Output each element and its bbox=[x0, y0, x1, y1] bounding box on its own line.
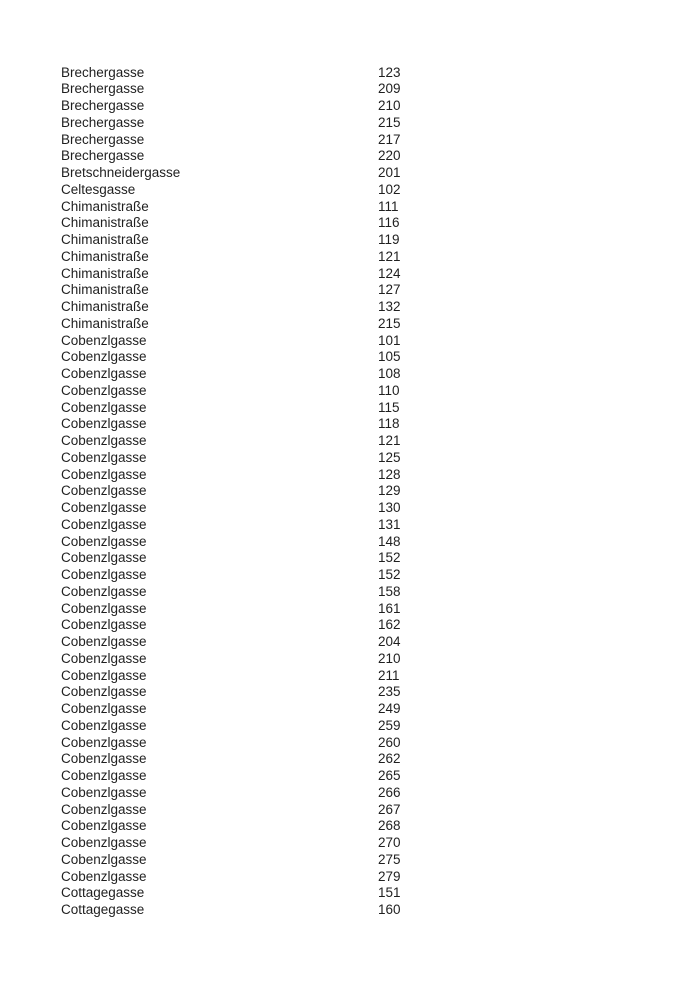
street-name: Cobenzlgasse bbox=[61, 701, 147, 716]
list-item bbox=[61, 98, 700, 115]
street-name: Cobenzlgasse bbox=[61, 332, 147, 348]
house-number: 249 bbox=[378, 701, 401, 716]
house-number: 129 bbox=[378, 483, 401, 499]
street-name: Cottagegasse bbox=[61, 885, 145, 901]
street-name: Chimanistraße bbox=[61, 315, 149, 331]
street-name: Brechergasse bbox=[61, 148, 145, 164]
house-number: 220 bbox=[378, 148, 401, 164]
list-item bbox=[61, 751, 700, 768]
list-item bbox=[61, 366, 700, 383]
house-number: 215 bbox=[378, 315, 401, 331]
street-name: Cobenzlgasse bbox=[61, 768, 147, 783]
house-number: 201 bbox=[378, 165, 401, 180]
street-name: Cobenzlgasse bbox=[61, 600, 147, 616]
house-number: 266 bbox=[378, 784, 401, 800]
list-item bbox=[61, 768, 700, 785]
street-name: Chimanistraße bbox=[61, 215, 149, 231]
list-item bbox=[61, 232, 700, 249]
house-number: 279 bbox=[378, 868, 401, 884]
list-item bbox=[61, 400, 700, 417]
list-item bbox=[61, 333, 700, 350]
street-name: Brechergasse bbox=[61, 81, 145, 97]
street-name: Cobenzlgasse bbox=[61, 550, 147, 566]
house-number: 235 bbox=[378, 684, 401, 700]
list-item bbox=[61, 433, 700, 450]
list-item bbox=[61, 684, 700, 701]
list-item bbox=[61, 266, 700, 283]
list-item bbox=[61, 718, 700, 735]
house-number: 151 bbox=[378, 885, 401, 901]
house-number: 128 bbox=[378, 466, 401, 482]
house-number: 108 bbox=[378, 366, 401, 381]
street-name: Cobenzlgasse bbox=[61, 483, 147, 499]
street-name: Bretschneidergasse bbox=[61, 165, 181, 180]
list-item bbox=[61, 601, 700, 618]
list-item bbox=[61, 299, 700, 316]
street-name: Cobenzlgasse bbox=[61, 684, 147, 700]
street-name: Cobenzlgasse bbox=[61, 382, 147, 398]
house-number: 162 bbox=[378, 617, 401, 633]
street-name: Cobenzlgasse bbox=[61, 634, 147, 649]
house-number: 119 bbox=[378, 232, 400, 247]
list-item bbox=[61, 215, 700, 232]
house-number: 215 bbox=[378, 114, 401, 130]
house-number: 204 bbox=[378, 634, 401, 649]
list-item bbox=[61, 282, 700, 299]
street-name: Cobenzlgasse bbox=[61, 399, 147, 415]
house-number: 209 bbox=[378, 81, 401, 97]
list-item bbox=[61, 115, 700, 132]
list-item bbox=[61, 617, 700, 634]
list-item bbox=[61, 651, 700, 668]
street-number-list bbox=[61, 65, 700, 919]
list-item bbox=[61, 567, 700, 584]
house-number: 210 bbox=[378, 650, 401, 666]
list-item bbox=[61, 249, 700, 266]
street-name: Cobenzlgasse bbox=[61, 583, 147, 599]
list-item bbox=[61, 132, 700, 149]
list-item bbox=[61, 81, 700, 98]
street-name: Cottagegasse bbox=[61, 902, 145, 917]
list-item bbox=[61, 852, 700, 869]
house-number: 270 bbox=[378, 835, 401, 850]
street-name: Cobenzlgasse bbox=[61, 667, 147, 683]
house-number: 124 bbox=[378, 265, 401, 281]
street-name: Cobenzlgasse bbox=[61, 717, 147, 733]
list-item bbox=[61, 500, 700, 517]
street-name: Cobenzlgasse bbox=[61, 466, 147, 482]
list-item bbox=[61, 199, 700, 216]
house-number: 211 bbox=[378, 667, 400, 683]
house-number: 262 bbox=[378, 751, 401, 767]
list-item bbox=[61, 165, 700, 182]
house-number: 148 bbox=[378, 533, 401, 549]
house-number: 152 bbox=[378, 550, 401, 566]
list-item bbox=[61, 182, 700, 199]
street-name: Cobenzlgasse bbox=[61, 516, 147, 532]
list-item bbox=[61, 735, 700, 752]
street-name: Cobenzlgasse bbox=[61, 835, 147, 850]
list-item bbox=[61, 701, 700, 718]
house-number: 275 bbox=[378, 851, 401, 867]
list-item bbox=[61, 885, 700, 902]
house-number: 265 bbox=[378, 768, 401, 783]
street-name: Cobenzlgasse bbox=[61, 801, 147, 817]
list-item bbox=[61, 802, 700, 819]
list-item bbox=[61, 869, 700, 886]
street-name: Brechergasse bbox=[61, 98, 145, 113]
street-name: Brechergasse bbox=[61, 114, 145, 130]
list-item bbox=[61, 349, 700, 366]
street-name: Cobenzlgasse bbox=[61, 818, 147, 834]
list-item bbox=[61, 818, 700, 835]
house-number: 116 bbox=[378, 215, 400, 231]
street-name: Celtesgasse bbox=[61, 181, 136, 197]
list-item bbox=[61, 902, 700, 919]
list-item bbox=[61, 65, 700, 82]
house-number: 161 bbox=[378, 600, 401, 616]
house-number: 125 bbox=[378, 449, 401, 465]
street-name: Cobenzlgasse bbox=[61, 851, 147, 867]
house-number: 217 bbox=[378, 131, 401, 147]
street-name: Cobenzlgasse bbox=[61, 366, 147, 381]
list-item bbox=[61, 467, 700, 484]
street-name: Cobenzlgasse bbox=[61, 784, 147, 800]
house-number: 115 bbox=[378, 399, 400, 415]
house-number: 267 bbox=[378, 801, 401, 817]
house-number: 268 bbox=[378, 818, 401, 834]
list-item bbox=[61, 668, 700, 685]
list-item bbox=[61, 584, 700, 601]
house-number: 160 bbox=[378, 902, 401, 917]
list-item bbox=[61, 148, 700, 165]
house-number: 259 bbox=[378, 717, 401, 733]
list-item bbox=[61, 634, 700, 651]
house-number: 118 bbox=[378, 416, 400, 432]
street-name: Chimanistraße bbox=[61, 232, 149, 247]
list-item bbox=[61, 835, 700, 852]
list-item bbox=[61, 416, 700, 433]
street-name: Cobenzlgasse bbox=[61, 617, 147, 633]
street-name: Cobenzlgasse bbox=[61, 533, 147, 549]
list-item bbox=[61, 483, 700, 500]
list-item bbox=[61, 383, 700, 400]
house-number: 158 bbox=[378, 583, 401, 599]
house-number: 111 bbox=[378, 198, 399, 214]
street-name: Chimanistraße bbox=[61, 282, 149, 298]
house-number: 132 bbox=[378, 299, 401, 314]
list-item bbox=[61, 316, 700, 333]
street-name: Chimanistraße bbox=[61, 198, 149, 214]
house-number: 127 bbox=[378, 282, 401, 298]
street-name: Cobenzlgasse bbox=[61, 500, 147, 515]
house-number: 131 bbox=[378, 516, 401, 532]
street-name: Cobenzlgasse bbox=[61, 751, 147, 767]
street-name: Cobenzlgasse bbox=[61, 868, 147, 884]
house-number: 210 bbox=[378, 98, 401, 113]
house-number: 123 bbox=[378, 64, 401, 80]
house-number: 130 bbox=[378, 500, 401, 515]
house-number: 105 bbox=[378, 349, 401, 365]
street-name: Cobenzlgasse bbox=[61, 734, 147, 750]
house-number: 260 bbox=[378, 734, 401, 750]
street-name: Chimanistraße bbox=[61, 248, 149, 264]
house-number: 101 bbox=[378, 332, 401, 348]
street-name: Cobenzlgasse bbox=[61, 416, 147, 432]
list-item bbox=[61, 450, 700, 467]
street-name: Chimanistraße bbox=[61, 265, 149, 281]
house-number: 110 bbox=[378, 382, 400, 398]
street-name: Cobenzlgasse bbox=[61, 650, 147, 666]
house-number: 152 bbox=[378, 567, 401, 582]
house-number: 121 bbox=[378, 248, 401, 264]
house-number: 102 bbox=[378, 181, 401, 197]
street-name: Cobenzlgasse bbox=[61, 449, 147, 465]
list-item bbox=[61, 517, 700, 534]
list-item bbox=[61, 550, 700, 567]
street-name: Cobenzlgasse bbox=[61, 433, 147, 448]
house-number: 121 bbox=[378, 433, 401, 448]
list-item bbox=[61, 534, 700, 551]
street-name: Cobenzlgasse bbox=[61, 349, 147, 365]
street-name: Cobenzlgasse bbox=[61, 567, 147, 582]
list-item bbox=[61, 785, 700, 802]
street-name: Brechergasse bbox=[61, 131, 145, 147]
street-name: Brechergasse bbox=[61, 64, 145, 80]
street-name: Chimanistraße bbox=[61, 299, 149, 314]
